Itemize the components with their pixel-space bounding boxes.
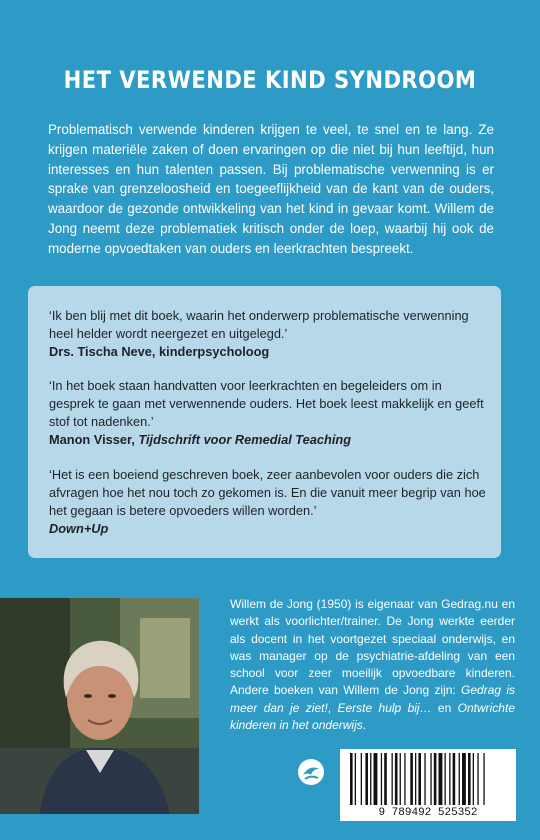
quotes-box	[28, 286, 501, 558]
author-bio: Willem de Jong (1950) is eigenaar van Gedrag.nu en werkt als voorlichter/trainer. De Jong werkte eerder als docent in het voortgezet speciaal onderwijs, en was manager op de psychiatrie-afdeling van een school voor zeer moeilijk opvoedbare kinderen. Andere boeken van Willem de Jong zijn: Gedrag is meer dan je ziet!, Eerste hulp bij… en Ontwrichte kinderen in het onderwijs.	[230, 597, 515, 733]
book-title-3: Ontwrichte kinderen in het onderwijs	[230, 700, 515, 733]
quote-source: Drs. Tischa Neve, kinderpsycholoog	[49, 344, 270, 359]
quote-source-publication: Tijdschrift voor Remedial Teaching	[138, 432, 352, 447]
quote-2	[49, 377, 489, 449]
book-title-1: Gedrag is meer dan je ziet!	[230, 683, 515, 715]
quote-1	[49, 307, 489, 361]
quote-text: ‘Ik ben blij met dit boek, waarin het onderwerp problematische verwenning heel helder wordt neergezet en uitgelegd.’	[49, 308, 469, 341]
book-title: HET VERWENDE KIND SYNDROOM	[63, 66, 477, 94]
isbn-number: 9 789492 525352	[378, 807, 478, 819]
isbn-barcode	[340, 749, 516, 821]
quote-3	[49, 466, 489, 538]
quote-source	[49, 431, 489, 449]
quote-text: ‘In het boek staan handvatten voor leerkrachten en begeleiders om in gesprek te gaan met verwennende ouders. Het boek leest makkelijk en geeft stof tot nadenken.’	[49, 378, 484, 429]
book-title-2: Eerste hulp bij…	[337, 700, 432, 715]
book-blurb: Problematisch verwende kinderen krijgen te veel, te snel en te lang. Ze krijgen materiële zaken of doen ervaringen op die niet bij hun leeftijd, hun interesses en hun talenten passen. Bij problematische verwenning is er sprake van grenzeloosheid en toegeeflijkheid van de kant van de ouders, waardoor de gezonde ontwikkeling van het kind in gevaar komt. Willem de Jong neemt deze problematiek kritisch onder de loep, waarbij hij ook de moderne opvoedtaken van ouders en leerkrachten bespreekt.	[48, 122, 494, 256]
quote-source: Down+Up	[49, 521, 109, 536]
quote-text: ‘Het is een boeiend geschreven boek, zeer aanbevolen voor ouders die zich afvragen hoe het nou toch zo gekomen is. En die vanuit meer begrip van hoe het gegaan is betere opvoeders willen worden.’	[49, 467, 486, 518]
quote-source-name: Manon Visser,	[49, 432, 139, 447]
barcode-bars-icon	[340, 749, 516, 809]
author-photo	[0, 598, 199, 814]
publisher-logo-icon	[297, 758, 325, 786]
